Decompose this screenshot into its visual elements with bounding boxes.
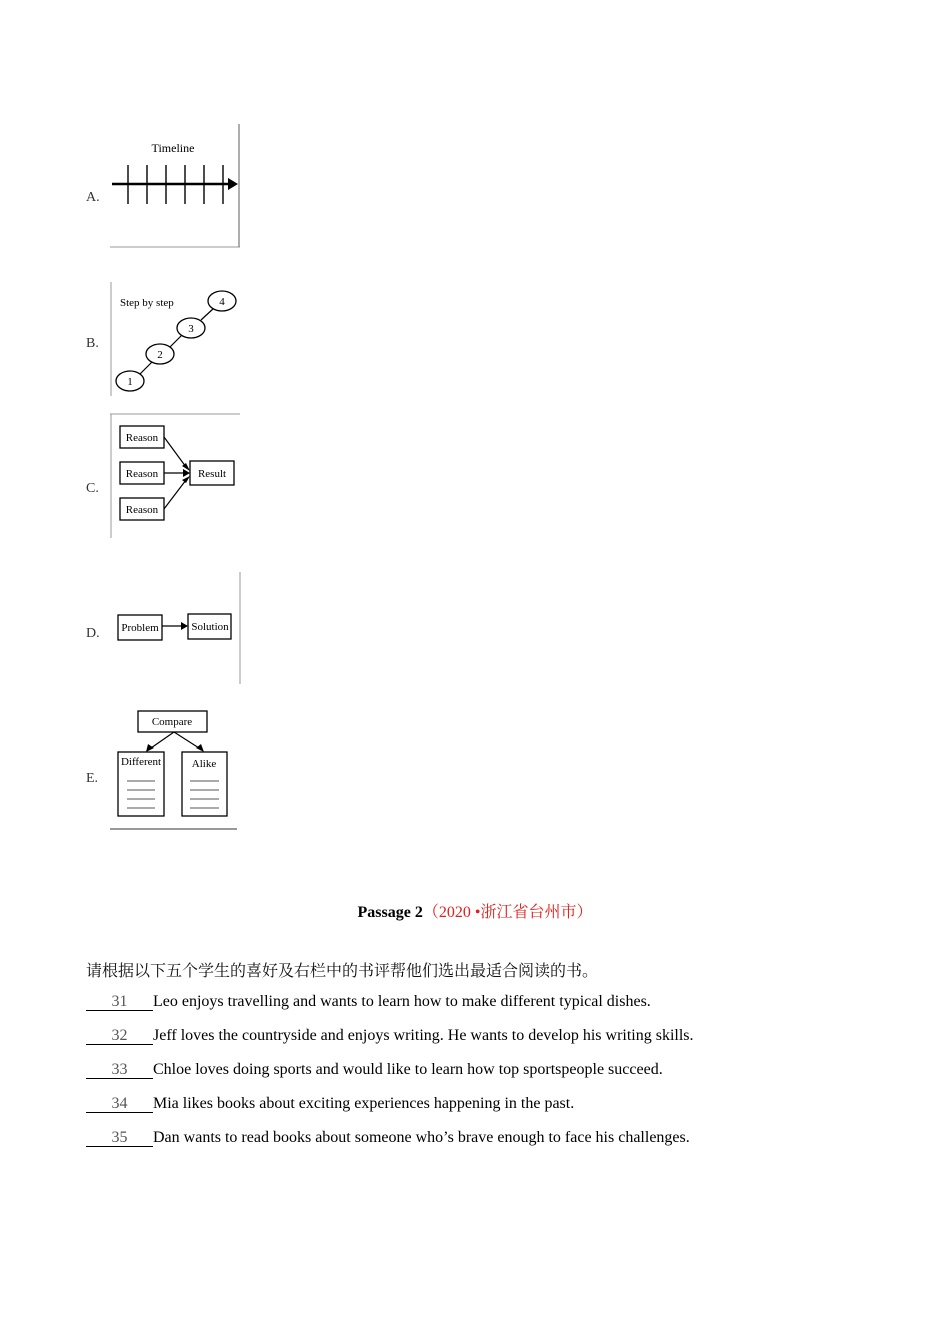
question-text: Mia likes books about exciting experiences happening in the past.: [153, 1095, 575, 1112]
answer-blank-35[interactable]: 35: [86, 1129, 153, 1147]
problem: Problem: [121, 622, 159, 634]
result: Result: [197, 468, 227, 480]
answer-blank-34[interactable]: 34: [86, 1095, 153, 1113]
reason-2: Reason: [125, 468, 159, 480]
alike: Alike: [191, 758, 217, 770]
timeline-diagram: [110, 122, 242, 255]
answer-blank-33[interactable]: 33: [86, 1061, 153, 1079]
option-label-e: E.: [86, 771, 99, 786]
option-label-c: C.: [86, 481, 99, 496]
option-label-d: D.: [86, 626, 100, 641]
question-text: Dan wants to read books about someone who’s brave enough to face his challenges.: [153, 1129, 690, 1146]
answer-blank-31[interactable]: 31: [86, 993, 153, 1011]
reason-3: Reason: [125, 504, 159, 516]
steps-title: Step by step: [120, 297, 174, 309]
reason-1: Reason: [125, 432, 159, 444]
question-35: [86, 1129, 690, 1147]
solution: Solution: [191, 621, 229, 633]
question-31: [86, 993, 651, 1011]
step-by-step-diagram: [110, 280, 242, 403]
question-34: [86, 1095, 574, 1113]
step-1: 1: [127, 376, 133, 388]
problem-solution-diagram: [110, 570, 242, 691]
step-3: 3: [188, 323, 194, 335]
passage-source: （2020 •浙江省台州市）: [422, 904, 593, 921]
compare: Compare: [151, 716, 193, 728]
option-label-a: A.: [86, 190, 100, 205]
step-2: 2: [157, 349, 163, 361]
timeline-title: Timeline: [151, 141, 195, 155]
passage-instruction: 请根据以下五个学生的喜好及右栏中的书评帮他们选出最适合阅读的书。: [86, 961, 599, 980]
question-text: Leo enjoys travelling and wants to learn how to make different typical dishes.: [153, 993, 651, 1010]
reason-result-diagram: [110, 412, 242, 545]
passage-name: Passage 2: [357, 904, 423, 921]
question-text: Jeff loves the countryside and enjoys writing. He wants to develop his writing skills.: [153, 1027, 694, 1044]
step-4: 4: [219, 296, 225, 308]
question-33: [86, 1061, 663, 1079]
different: Different: [120, 756, 162, 768]
question-32: [86, 1027, 694, 1045]
passage-title: [0, 899, 950, 922]
compare-diagram: [110, 707, 242, 838]
option-label-b: B.: [86, 336, 99, 351]
question-text: Chloe loves doing sports and would like to learn how top sportspeople succeed.: [153, 1061, 663, 1078]
answer-blank-32[interactable]: 32: [86, 1027, 153, 1045]
